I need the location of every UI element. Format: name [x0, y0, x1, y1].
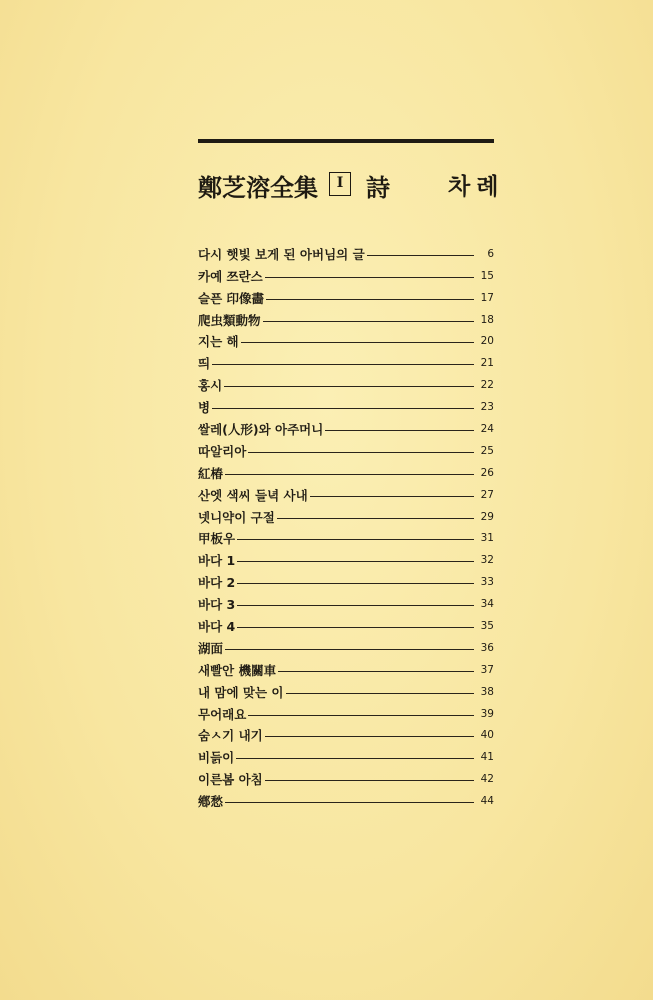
toc-entry-title: 산엣 색씨 들녁 사내 — [198, 487, 308, 503]
toc-leader-line — [265, 277, 474, 278]
toc-entry-title: 鄕愁 — [198, 794, 224, 810]
toc-leader-line — [286, 693, 474, 694]
toc-entry — [198, 765, 494, 787]
toc-entry-title: 새빨안 機關車 — [198, 662, 277, 678]
toc-entry-title: 쌀레(人形)와 아주머니 — [198, 422, 324, 438]
toc-entry-page: 23 — [480, 401, 494, 414]
toc-entry — [198, 590, 494, 612]
toc-entry-title: 甲板우 — [198, 531, 236, 547]
toc-entry-title: 내 맘에 맞는 이 — [198, 684, 284, 700]
toc-entry-page: 34 — [480, 598, 494, 611]
toc-entry-page: 26 — [480, 466, 494, 479]
toc-leader-line — [225, 474, 474, 475]
toc-entry — [198, 393, 494, 415]
toc-leader-line — [325, 430, 474, 431]
toc-entry-title: 비듥이 — [198, 750, 235, 766]
toc-entry-title: 지는 해 — [198, 334, 239, 350]
toc-leader-line — [212, 364, 474, 365]
toc-entry-title: 湖面 — [198, 640, 224, 656]
toc-leader-line — [248, 715, 474, 716]
toc-leader-line — [265, 736, 474, 737]
toc-entry-page: 24 — [480, 423, 494, 436]
toc-entry — [198, 437, 494, 459]
top-rule — [198, 139, 494, 143]
toc-entry-page: 29 — [480, 510, 494, 523]
toc-entry-title: 爬虫類動物 — [198, 312, 261, 328]
volume-badge: I — [329, 172, 351, 196]
toc-entry — [198, 459, 494, 481]
toc-entry — [198, 284, 494, 306]
toc-entry-page: 40 — [480, 729, 494, 742]
toc-entry-page: 33 — [480, 576, 494, 589]
page-header — [198, 168, 505, 202]
toc-entry-page: 42 — [480, 773, 494, 786]
toc-entry-page: 31 — [480, 532, 494, 545]
toc-leader-line — [277, 518, 474, 519]
toc-entry — [198, 722, 494, 744]
toc-entry-page: 22 — [480, 379, 494, 392]
toc-entry-page: 38 — [480, 685, 494, 698]
toc-leader-line — [278, 671, 474, 672]
toc-entry-page: 27 — [480, 488, 494, 501]
toc-leader-line — [236, 758, 474, 759]
toc-leader-line — [225, 649, 474, 650]
toc-entry-title: 병 — [198, 400, 211, 416]
toc-leader-line — [263, 321, 474, 322]
toc-entry — [198, 546, 494, 568]
toc-entry — [198, 612, 494, 634]
toc-leader-line — [224, 386, 474, 387]
toc-entry-title: 바다 2 — [198, 575, 236, 591]
toc-entry — [198, 349, 494, 371]
toc-leader-line — [266, 299, 474, 300]
toc-entry — [198, 371, 494, 393]
toc-entry-page: 39 — [480, 707, 494, 720]
toc-entry-title: 紅椿 — [198, 465, 224, 481]
toc-entry-page: 32 — [480, 554, 494, 567]
toc-entry — [198, 503, 494, 525]
toc-entry-title: 숨ㅅ기 내기 — [198, 728, 263, 744]
toc-entry — [198, 743, 494, 765]
toc-entry-page: 41 — [480, 751, 494, 764]
toc-leader-line — [248, 452, 474, 453]
toc-entry — [198, 678, 494, 700]
toc-entry-title: 카예 쯔란스 — [198, 268, 263, 284]
toc-entry-title: 무어래요 — [198, 706, 247, 722]
table-of-contents — [198, 240, 494, 809]
toc-entry-page: 6 — [487, 247, 494, 260]
toc-leader-line — [237, 605, 474, 606]
toc-entry — [198, 700, 494, 722]
toc-entry-page: 20 — [480, 335, 494, 348]
collection-title: 鄭芝溶全集 — [198, 173, 318, 202]
toc-entry — [198, 525, 494, 547]
toc-entry — [198, 240, 494, 262]
toc-entry-title: 넷니약이 구절 — [198, 509, 275, 525]
toc-entry-title: 이른봄 아침 — [198, 772, 263, 788]
toc-entry-page: 25 — [480, 444, 494, 457]
toc-entry-page: 36 — [480, 641, 494, 654]
toc-leader-line — [237, 561, 474, 562]
toc-leader-line — [367, 255, 474, 256]
toc-entry-title: 따알리아 — [198, 443, 247, 459]
toc-entry-page: 37 — [480, 663, 494, 676]
toc-entry — [198, 481, 494, 503]
toc-entry-title: 홍시 — [198, 378, 223, 394]
toc-entry — [198, 787, 494, 809]
toc-entry-page: 17 — [480, 291, 494, 304]
toc-leader-line — [237, 583, 474, 584]
toc-leader-line — [265, 780, 474, 781]
toc-entry — [198, 656, 494, 678]
toc-entry-title: 다시 햇빛 보게 된 아버님의 글 — [198, 246, 365, 262]
toc-leader-line — [237, 539, 474, 540]
toc-leader-line — [212, 408, 474, 409]
toc-leader-line — [310, 496, 474, 497]
toc-entry-page: 18 — [480, 313, 494, 326]
toc-leader-line — [225, 802, 474, 803]
toc-entry — [198, 568, 494, 590]
toc-entry-title: 띄 — [198, 356, 211, 372]
toc-entry — [198, 306, 494, 328]
toc-entry-title: 슬픈 印像畵 — [198, 290, 265, 306]
toc-entry-page: 35 — [480, 620, 494, 633]
toc-entry-page: 44 — [480, 795, 494, 808]
toc-entry — [198, 328, 494, 350]
toc-entry-title: 바다 3 — [198, 597, 236, 613]
toc-entry-title: 바다 4 — [198, 619, 236, 635]
toc-entry — [198, 634, 494, 656]
toc-entry — [198, 262, 494, 284]
toc-leader-line — [237, 627, 474, 628]
toc-entry — [198, 415, 494, 437]
contents-heading: 차례 — [448, 174, 505, 200]
genre-label: 詩 — [366, 173, 390, 202]
toc-leader-line — [241, 342, 474, 343]
toc-entry-title: 바다 1 — [198, 553, 236, 569]
toc-entry-page: 15 — [480, 269, 494, 282]
toc-entry-page: 21 — [480, 357, 494, 370]
